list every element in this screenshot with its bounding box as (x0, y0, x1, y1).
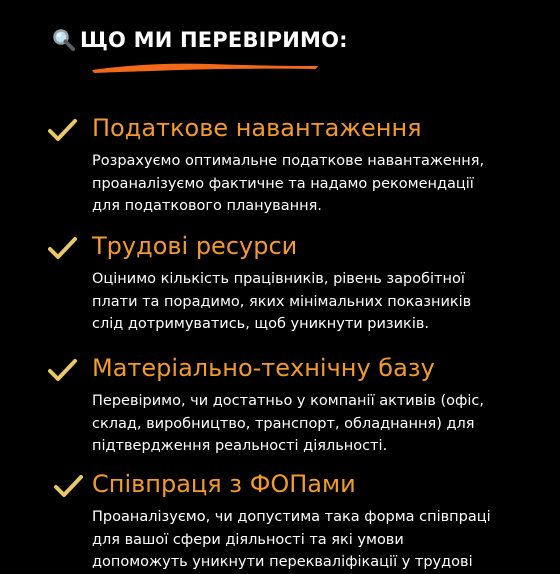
magnifier-icon (52, 28, 76, 52)
description-line: проаналізуємо фактичне та надамо рекомендації (92, 175, 474, 192)
description-line: слід дотримуватись, щоб уникнути ризиків. (92, 316, 429, 332)
description-line: для вашої сфери діяльності та які умови (92, 531, 404, 548)
description-line: підтвердження реальності діяльності. (92, 438, 388, 454)
page-header (52, 25, 348, 55)
checkmark-icon (48, 118, 78, 144)
checkmark-icon (48, 236, 78, 262)
page-title: ЩО МИ ПЕРЕВІРИМО: (80, 28, 348, 52)
checkmark-icon (48, 358, 78, 384)
description-line: Перевіримо, чи достатньо у компанії активів (офіс, (92, 393, 484, 409)
description-line: допоможуть уникнути перекваліфікації у трудові (92, 554, 473, 570)
description-line: плати та порадимо, яких мінімальних показників (92, 293, 472, 310)
section-description (92, 506, 492, 574)
section-heading: Трудові ресурси (92, 232, 298, 260)
description-line: для податкового планування. (92, 198, 322, 214)
section-heading: Матеріально-технічну базу (92, 354, 435, 382)
checkmark-icon (54, 474, 84, 500)
description-line: склад, виробництво, транспорт, обладнання) для (92, 415, 475, 432)
section-description (92, 390, 492, 458)
section-description (92, 150, 492, 218)
description-line: Проаналізуємо, чи допустима така форма співпраці (92, 509, 491, 525)
section-heading: Податкове навантаження (92, 114, 422, 142)
description-line: Розрахуємо оптимальне податкове навантаження, (92, 153, 485, 169)
section-heading: Співпраця з ФОПами (92, 470, 356, 498)
section-description (92, 268, 492, 336)
title-underline (90, 58, 320, 78)
description-line: Оцінимо кількість працівників, рівень заробітної (92, 271, 465, 287)
